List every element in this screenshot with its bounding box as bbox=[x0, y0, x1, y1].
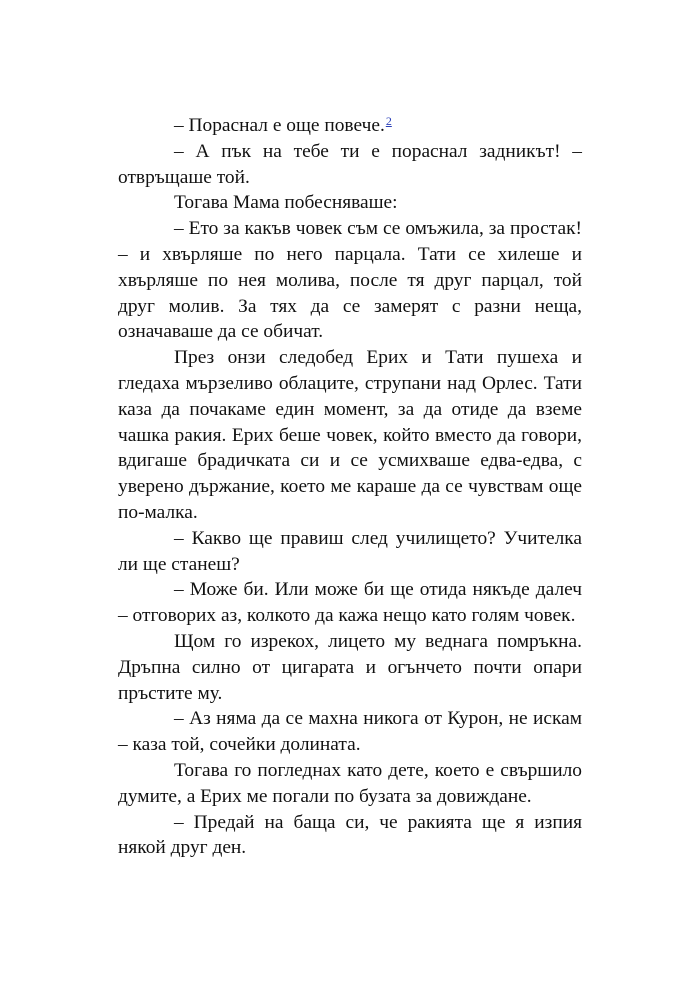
paragraph: – Аз няма да се махна никога от Курон, не искам – каза той, сочейки долината. bbox=[118, 708, 582, 756]
paragraph bbox=[118, 113, 582, 139]
paragraph: – Може би. Или може би ще отида някъде далеч – отговорих аз, колкото да кажа нещо като голям човек. bbox=[118, 579, 582, 627]
page-body-text bbox=[118, 113, 582, 861]
footnote-link[interactable]: 2 bbox=[385, 114, 392, 128]
paragraph: – Ето за какъв човек съм се омъжила, за простак! – и хвърляше по него парцала. Тати се хилеше и хвърляше по нея молива, после тя друг парцал, той друг молив. За тях да се замерят с разни неща, означаваше да се обичат. bbox=[118, 218, 582, 343]
paragraph: – Предай на баща си, че ракията ще я изпия някой друг ден. bbox=[118, 811, 582, 859]
paragraph: Тогава Мама побесняваше: bbox=[174, 192, 398, 214]
paragraph: – Какво ще правиш след училището? Учителка ли ще станеш? bbox=[118, 527, 582, 575]
paragraph: – А пък на тебе ти е пораснал задникът! – отвръщаше той. bbox=[118, 140, 582, 188]
paragraph: През онзи следобед Ерих и Тати пушеха и гледаха мързеливо облаците, струпани над Орлес. Тати каза да почакаме един момент, за да отиде да вземе чашка ракия. Ерих беше човек, който вместо да говори, вдигаше брадичката си и се усмихваше едва-едва, с уверено държание, което ме караше да се чувствам още по-малка. bbox=[118, 347, 582, 523]
paragraph: Тогава го погледнах като дете, което е свършило думите, а Ерих ме погали по бузата за довиждане. bbox=[118, 759, 582, 807]
paragraph: Щом го изрекох, лицето му веднага помръкна. Дръпна силно от цигарата и огънчето почти опари пръстите му. bbox=[118, 630, 582, 704]
paragraph-text: – Пораснал е още повече. bbox=[174, 115, 385, 136]
